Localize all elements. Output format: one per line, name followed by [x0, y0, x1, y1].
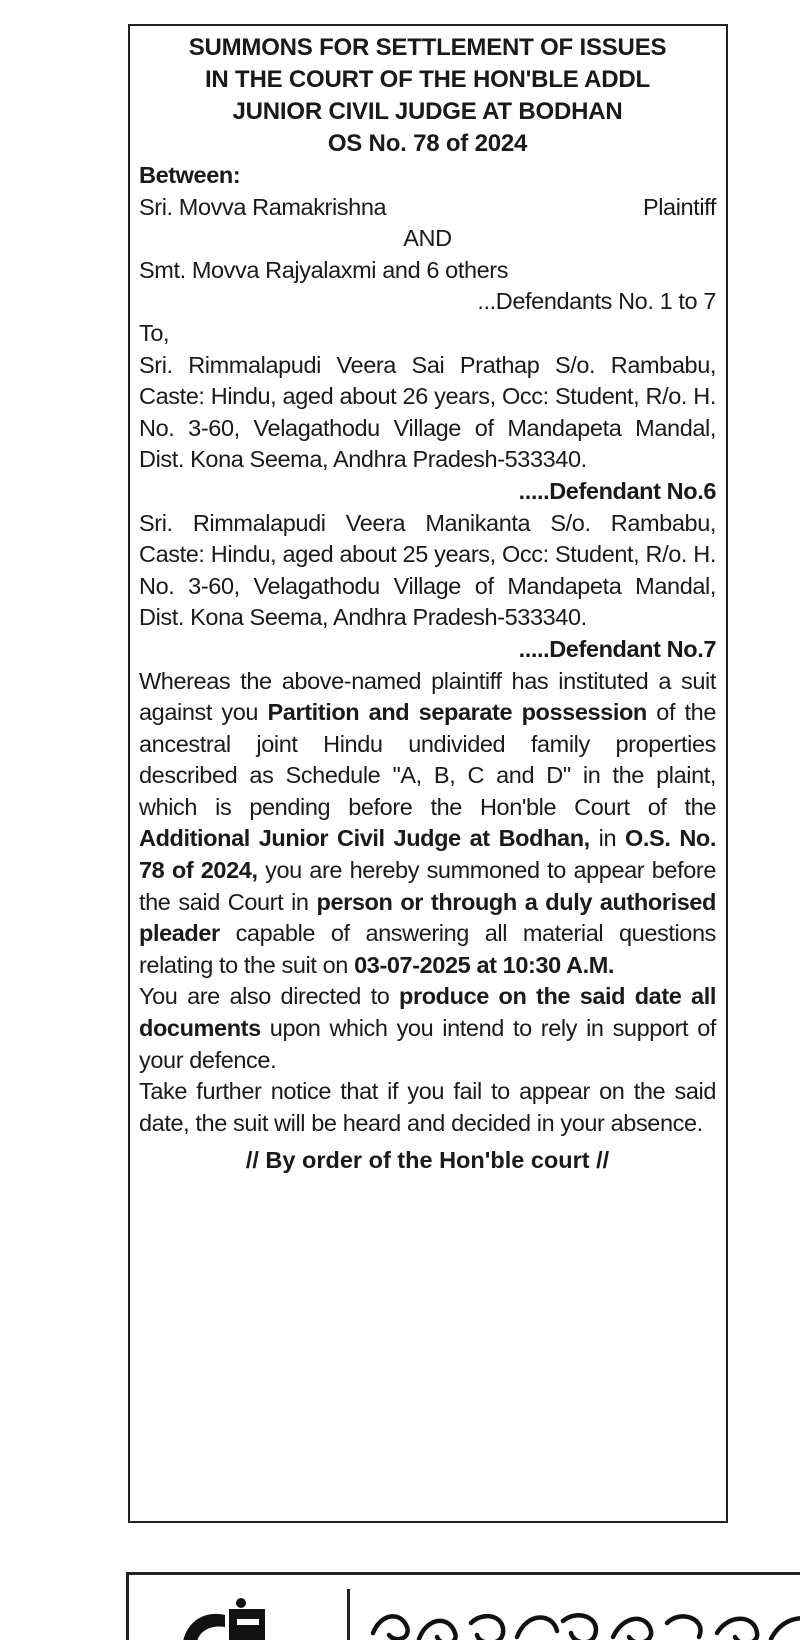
- hearing-date: 03-07-2025 at 10:30 A.M.: [354, 951, 615, 978]
- plaintiff-role: Plaintiff: [642, 193, 716, 220]
- defendants-role: ...Defendants No. 1 to 7: [477, 288, 716, 315]
- heading-line: JUNIOR CIVIL JUDGE AT BODHAN: [232, 98, 623, 125]
- body-emphasis: produce on the said date all documents: [139, 983, 716, 1042]
- notice-paragraph: Take further notice that if you fail to appear on the said date, the suit will be heard and decided in your absence.: [139, 1078, 716, 1136]
- newspaper-masthead: [126, 1572, 800, 1640]
- defendants-name: Smt. Movva Rajyalaxmi and 6 others: [139, 256, 509, 283]
- summons-notice: [128, 24, 728, 1523]
- heading-line: IN THE COURT OF THE HON'BLE ADDL: [204, 66, 651, 93]
- to-label: To,: [139, 319, 170, 346]
- and-label: AND: [403, 225, 452, 252]
- documents-paragraph: [139, 981, 716, 1076]
- body-text: in: [589, 825, 626, 852]
- body-text: you are hereby summoned to appear before the said Court in: [139, 857, 716, 915]
- body-emphasis: Additional Junior Civil Judge at Bodhan,: [139, 825, 590, 852]
- defendant-6-address: Sri. Rimmalapudi Veera Sai Prathap S/o. Rambabu, Caste: Hindu, aged about 26 years, Occ: Student, R/o. H. No. 3-60, Velagathodu Village of Mandapeta Mandal, Dist. Kona Seema, Andhra Pradesh-533340.: [139, 351, 716, 473]
- summons-body-paragraph: [139, 666, 716, 982]
- defendant-7-address: Sri. Rimmalapudi Veera Manikanta S/o. Rambabu, Caste: Hindu, aged about 25 years, Occ: Student, R/o. H. No. 3-60, Velagathodu Village of Mandapeta Mandal, Dist. Kona Seema, Andhra Pradesh-533340.: [139, 509, 716, 631]
- body-text: capable of answering all material questions relating to the suit on: [139, 920, 716, 978]
- masthead-divider: [347, 1589, 350, 1640]
- defendant-7-role: .....Defendant No.7: [518, 635, 716, 662]
- order-footer: // By order of the Hon'ble court //: [245, 1147, 610, 1174]
- body-text: of the ancestral joint Hindu undivided family properties described as Schedule "A, B, C and D" in the plaint, which is pending before the Hon'ble Court of the: [139, 699, 716, 820]
- body-emphasis: O.S. No. 78 of 2024,: [139, 825, 716, 884]
- body-emphasis: Partition and separate possession: [267, 699, 647, 726]
- newspaper-title-script-icon: [367, 1593, 800, 1640]
- newspaper-logo-icon: [179, 1597, 269, 1640]
- notice-heading: [139, 32, 716, 160]
- plaintiff-row: [139, 192, 716, 224]
- case-number: OS No. 78 of 2024: [327, 130, 528, 157]
- heading-line: SUMMONS FOR SETTLEMENT OF ISSUES: [188, 34, 667, 61]
- body-text: Whereas the above-named plaintiff has instituted a suit against you: [139, 667, 716, 726]
- body-emphasis: person or through a duly authorised pleader: [139, 888, 717, 947]
- defendant-6-role: .....Defendant No.6: [518, 477, 716, 504]
- plaintiff-name: Sri. Movva Ramakrishna: [139, 193, 387, 220]
- body-text: You are also directed to: [139, 983, 399, 1010]
- between-label: Between:: [139, 162, 241, 188]
- body-text: upon which you intend to rely in support of your defence.: [139, 1015, 716, 1073]
